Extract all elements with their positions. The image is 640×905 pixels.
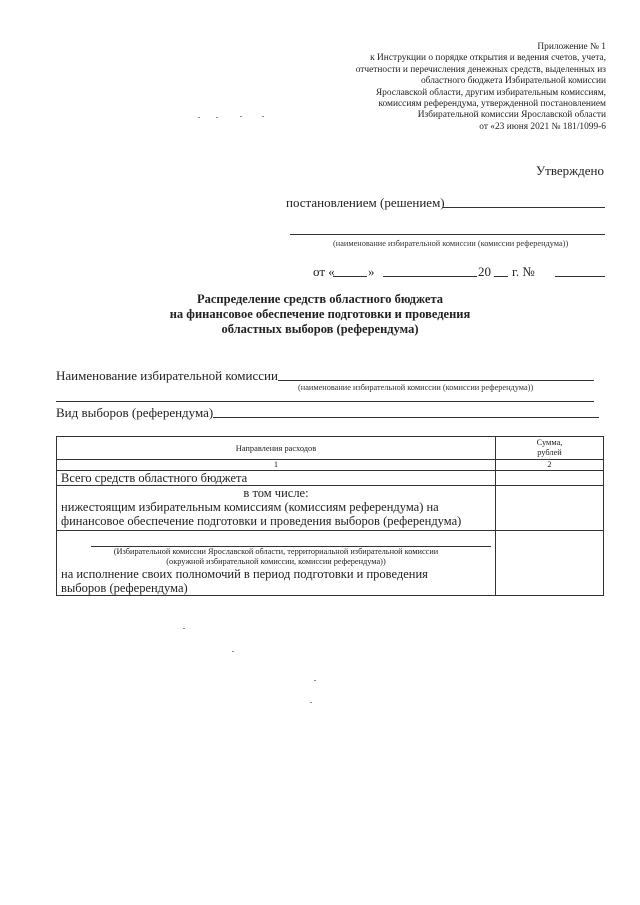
date-quote-close: » [368,264,375,279]
commission-label: Наименование избирательной комиссии [56,368,278,383]
scan-speck [216,117,218,118]
lower-commissions-label [57,486,496,531]
col-number-2: 2 [496,460,604,471]
title-line: Распределение средств областного бюджета [197,292,443,306]
day-line[interactable] [333,276,367,277]
scan-speck [198,117,200,118]
election-label: Вид выборов (референдума) [56,405,214,420]
own-caption: (Избирательной комиссии Ярославской области, территориальной избирательной комиссии [113,547,439,556]
including-label: в том числе: [243,486,309,500]
annex-block [306,42,606,133]
decree-line[interactable] [443,207,605,208]
own-line: выборов (референдума) [61,581,188,595]
annex-line: к Инструкции о порядке открытия и ведения счетов, учета, [370,53,606,64]
scan-speck [232,651,234,652]
commission-field-caption: (наименование избирательной комиссии (комиссии референдума)) [298,383,534,392]
annex-line: Приложение № 1 [537,42,606,52]
lower-line: финансовое обеспечение подготовки и проведения выборов (референдума) [61,514,462,528]
scan-speck [262,116,264,117]
title-line: на финансовое обеспечение подготовки и проведения [169,307,471,321]
commission-field-line[interactable] [278,380,594,381]
header-direction: Направления расходов [57,437,496,460]
header-sum-line: Сумма, [536,438,563,447]
annex-line: отчетности и перечисления денежных средств, выделенных из [355,64,606,75]
header-sum-line: рублей [537,448,562,457]
approved-label: Утверждено [535,163,604,178]
number-line[interactable] [555,276,605,277]
commission-name-line[interactable] [290,234,605,235]
scan-speck [240,116,242,117]
lower-line: нижестоящим избирательным комиссиям (комиссиям референдума) на [61,500,439,514]
lower-commissions-sum-cell[interactable] [496,486,604,531]
total-row-label: Всего средств областного бюджета [57,471,496,486]
annex-line: Ярославской области, другим избирательным комиссиям, [375,87,606,98]
scan-speck [310,702,312,703]
own-caption: (окружной избирательной комиссии, комиссии референдума)) [166,557,386,566]
annex-line: областного бюджета Избирательной комиссии [420,76,606,87]
table-row [57,486,604,531]
date-prefix: от « [313,264,335,279]
document-title [0,292,640,337]
own-commission-label [57,531,496,596]
commission-caption: (наименование избирательной комиссии (комиссии референдума)) [333,239,569,248]
header-sum [496,437,604,460]
decree-label: постановлением (решением) [286,195,445,210]
own-commission-sum-cell[interactable] [496,531,604,596]
scan-speck [314,680,316,681]
year-prefix: 20 [478,264,491,279]
table-row [57,471,604,486]
scan-speck [183,628,185,629]
commission-field-line-2[interactable] [56,401,594,402]
month-line[interactable] [383,276,477,277]
year-line[interactable] [494,276,508,277]
table-header-row [57,437,604,460]
total-row-sum-cell[interactable] [496,471,604,486]
table-row [57,531,604,596]
year-suffix-number: г. № [512,264,535,279]
own-line: на исполнение своих полномочий в период подготовки и проведения [61,567,428,581]
annex-line: комиссиям референдума, утвержденной постановлением [378,99,606,110]
table-numbers-row [57,460,604,471]
annex-line: Избирательной комиссии Ярославской области [417,110,606,121]
distribution-table [56,436,604,596]
title-line: областных выборов (референдума) [221,322,419,336]
col-number-1: 1 [57,460,496,471]
annex-line: от «23 июня 2021 № 181/1099-6 [479,121,606,132]
election-field-line[interactable] [213,417,599,418]
